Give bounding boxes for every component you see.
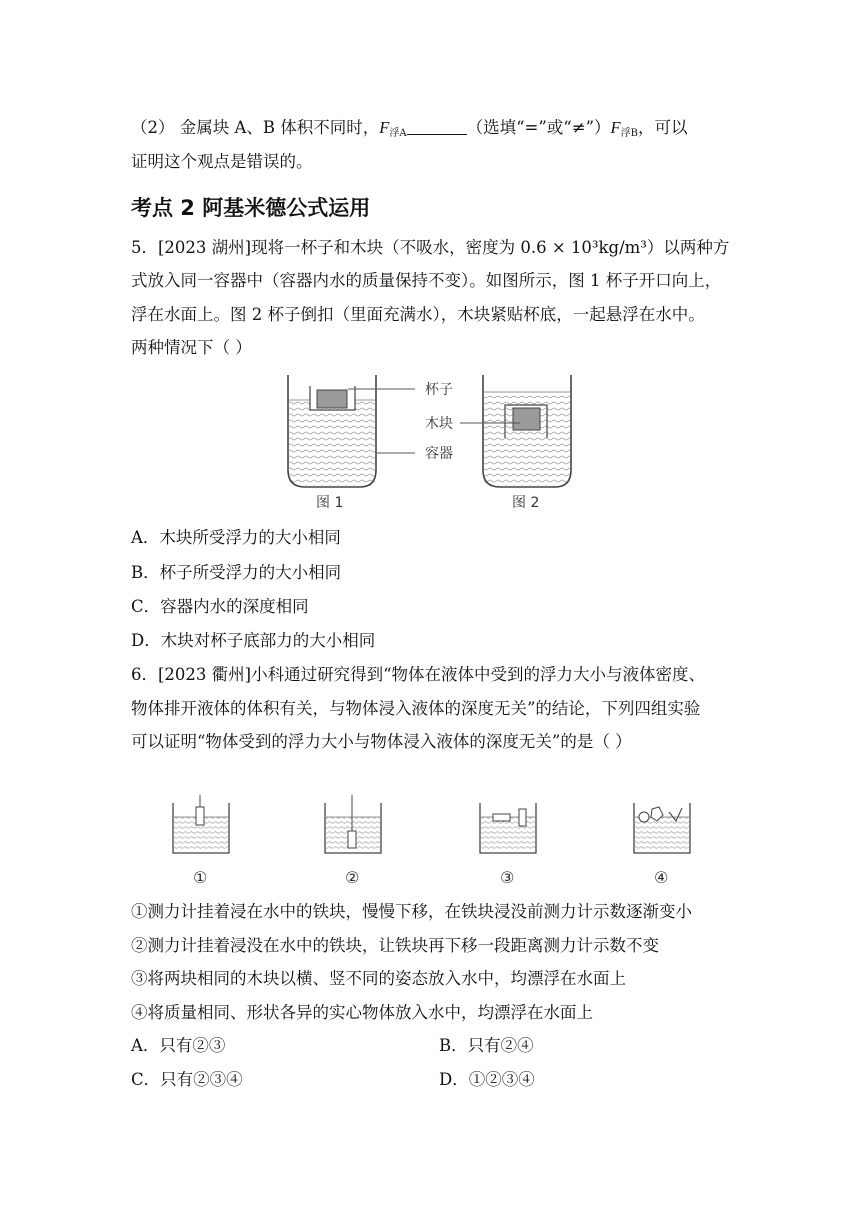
force-symbol-a: F [379,118,390,137]
q6-line2: 物体排开液体的体积有关，与物体浸入液体的深度无关”的结论，下列四组实验 [131,699,701,718]
statement-2: ②测力计挂着浸没在水中的铁块，让铁块再下移一段距离测力计示数不变 [131,936,659,955]
q6-option-b[interactable]: B．只有②④ [439,1036,534,1055]
force-subscript-a: 浮A [389,128,407,139]
force-subscript-b: 浮B [620,128,638,139]
statement-3: ③将两块相同的木块以横、竖不同的姿态放入水中，均漂浮在水面上 [131,969,626,988]
statement-4: ④将质量相同、形状各异的实心物体放入水中，均漂浮在水面上 [131,1003,593,1022]
figure1-container [288,375,376,487]
part-number: （2） [131,118,175,137]
experiment-2-beaker [325,795,381,853]
q5-line3: 浮在水面上。图 2 杯子倒扣（里面充满水），木块紧贴杯底，一起悬浮在水中。 [131,305,705,324]
label-container: 容器 [425,446,453,462]
q6-option-d[interactable]: D．①②③④ [439,1070,535,1089]
q5-option-c[interactable]: C．容器内水的深度相同 [131,597,309,616]
experiment-2-label: ② [345,868,360,887]
question-part-2 [131,116,687,146]
q6-line1: 6．[2023 衢州]小科通过研究得到“物体在液体中受到的浮力大小与液体密度、 [131,665,706,684]
statement-1: ①测力计挂着浸在水中的铁块，慢慢下移，在铁块浸没前测力计示数逐渐变小 [131,902,692,921]
experiment-1-beaker [173,795,229,853]
q5-figure [280,370,580,515]
experiment-3-beaker [480,803,536,853]
experiment-1-label: ① [193,868,208,887]
q5-line2: 式放入同一容器中（容器内水的质量保持不变）。如图所示，图 1 杯子开口向上， [131,271,722,290]
experiment-3-label: ③ [500,868,515,887]
label-fig2: 图 2 [512,495,540,511]
label-fig1: 图 1 [316,495,344,511]
force-symbol-b: F [610,118,621,137]
experiment-4-beaker [634,803,690,853]
part-text-c: ，可以 [637,118,688,137]
q5-option-d[interactable]: D．木块对杯子底部力的大小相同 [131,631,376,650]
label-block: 木块 [425,416,453,432]
section-title: 考点 2 阿基米德公式运用 [131,196,371,220]
q6-figure [160,795,720,890]
q5-line1: 5．[2023 湖州]现将一杯子和木块（不吸水，密度为 0.6 × 10³kg/m³）以两种方 [131,238,730,257]
figure2-container [483,375,571,487]
part-text-line2: 证明这个观点是错误的。 [131,152,313,171]
label-cup: 杯子 [425,382,453,398]
q5-option-b[interactable]: B．杯子所受浮力的大小相同 [131,563,342,582]
answer-blank[interactable] [407,120,467,135]
part-text-b: （选填“=”或“≠”） [466,118,611,137]
experiment-4-label: ④ [654,868,669,887]
q6-line3: 可以证明“物体受到的浮力大小与物体浸入液体的深度无关”的是（ ） [131,732,632,751]
q6-option-a[interactable]: A．只有②③ [131,1036,226,1055]
q5-line4: 两种情况下（ ） [131,338,252,357]
part-text-a: 金属块 A、B 体积不同时， [179,118,380,137]
q5-option-a[interactable]: A．木块所受浮力的大小相同 [131,528,341,547]
q6-option-c[interactable]: C．只有②③④ [131,1070,243,1089]
